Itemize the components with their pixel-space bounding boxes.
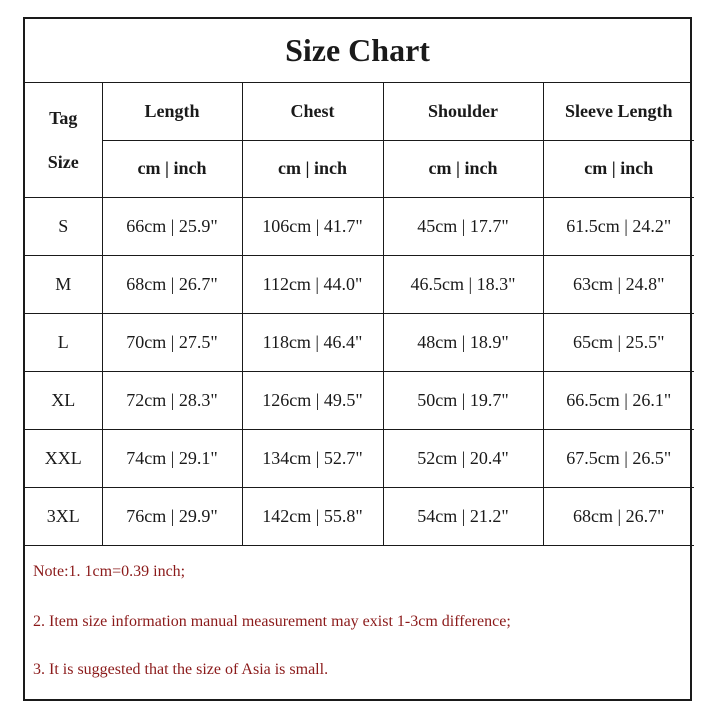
size-label: Size	[47, 151, 79, 172]
sleeve-length-cell: 63cm | 24.8"	[543, 255, 694, 313]
table-row	[25, 255, 694, 313]
size-cell: XL	[25, 371, 102, 429]
chest-cell: 142cm | 55.8"	[242, 487, 383, 545]
header-row	[25, 83, 694, 140]
sleeve-length-cell: 66.5cm | 26.1"	[543, 371, 694, 429]
tag-size-header	[25, 83, 102, 197]
shoulder-cell: 45cm | 17.7"	[383, 197, 543, 255]
length-cell: 76cm | 29.9"	[102, 487, 242, 545]
length-cell: 68cm | 26.7"	[102, 255, 242, 313]
length-cell: 72cm | 28.3"	[102, 371, 242, 429]
size-cell: S	[25, 197, 102, 255]
unit-label: cm | inch	[242, 140, 383, 197]
tag-label: Tag	[49, 107, 78, 128]
note-line: 2. Item size information manual measurement may exist 1-3cm difference;	[33, 613, 511, 630]
column-header-length: Length	[102, 83, 242, 140]
sleeve-length-cell: 61.5cm | 24.2"	[543, 197, 694, 255]
chest-cell: 134cm | 52.7"	[242, 429, 383, 487]
shoulder-cell: 46.5cm | 18.3"	[383, 255, 543, 313]
unit-row	[25, 140, 694, 197]
column-header-sleeve-length: Sleeve Length	[543, 83, 694, 140]
shoulder-cell: 54cm | 21.2"	[383, 487, 543, 545]
chest-cell: 118cm | 46.4"	[242, 313, 383, 371]
chest-cell: 126cm | 49.5"	[242, 371, 383, 429]
size-cell: M	[25, 255, 102, 313]
chest-cell: 112cm | 44.0"	[242, 255, 383, 313]
table-row	[25, 197, 694, 255]
size-cell: XXL	[25, 429, 102, 487]
table-row	[25, 429, 694, 487]
chest-cell: 106cm | 41.7"	[242, 197, 383, 255]
unit-label: cm | inch	[102, 140, 242, 197]
sleeve-length-cell: 67.5cm | 26.5"	[543, 429, 694, 487]
sleeve-length-cell: 65cm | 25.5"	[543, 313, 694, 371]
shoulder-cell: 48cm | 18.9"	[383, 313, 543, 371]
unit-label: cm | inch	[543, 140, 694, 197]
size-cell: L	[25, 313, 102, 371]
unit-label: cm | inch	[383, 140, 543, 197]
shoulder-cell: 50cm | 19.7"	[383, 371, 543, 429]
notes-section	[25, 541, 690, 699]
column-header-chest: Chest	[242, 83, 383, 140]
sleeve-length-cell: 68cm | 26.7"	[543, 487, 694, 545]
chart-title: Size Chart	[25, 19, 690, 83]
table-row	[25, 487, 694, 545]
size-chart-frame	[23, 17, 692, 701]
note-line: Note:1. 1cm=0.39 inch;	[33, 563, 186, 580]
size-cell: 3XL	[25, 487, 102, 545]
length-cell: 70cm | 27.5"	[102, 313, 242, 371]
shoulder-cell: 52cm | 20.4"	[383, 429, 543, 487]
note-line: 3. It is suggested that the size of Asia is small.	[33, 661, 329, 678]
column-header-shoulder: Shoulder	[383, 83, 543, 140]
table-row	[25, 313, 694, 371]
length-cell: 66cm | 25.9"	[102, 197, 242, 255]
length-cell: 74cm | 29.1"	[102, 429, 242, 487]
size-table	[25, 83, 694, 546]
table-row	[25, 371, 694, 429]
